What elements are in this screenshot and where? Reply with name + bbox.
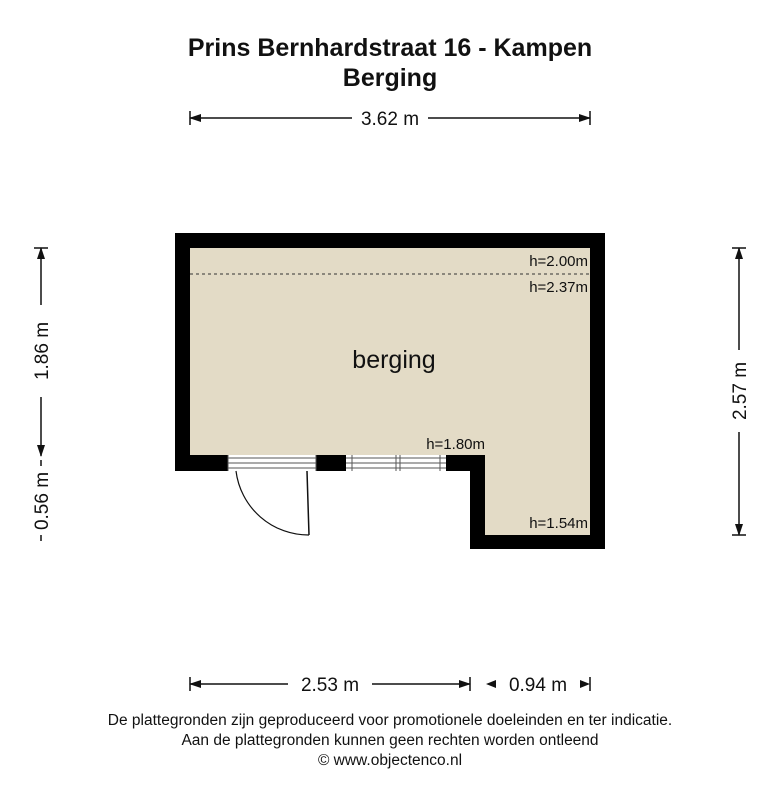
dimension-right-label: 2.57 m bbox=[730, 361, 751, 421]
height-label-top-b: h=2.37m bbox=[529, 279, 588, 296]
height-label-middle: h=1.80m bbox=[426, 436, 485, 453]
disclaimer-line-2: Aan de plattegronden kunnen geen rechten worden ontleend bbox=[181, 732, 599, 749]
dimension-top-width bbox=[190, 109, 590, 130]
dimension-left-upper-label: 1.86 m bbox=[32, 321, 53, 381]
window bbox=[346, 455, 446, 471]
dimension-bottom-left bbox=[190, 675, 470, 696]
height-label-top-a: h=2.00m bbox=[529, 253, 588, 270]
copyright-line: © www.objectenco.nl bbox=[317, 752, 463, 769]
dimension-left-upper bbox=[32, 248, 53, 456]
door bbox=[228, 455, 316, 535]
dimension-bottom-left-label: 2.53 m bbox=[300, 675, 360, 696]
disclaimer-line-1: De plattegronden zijn geproduceerd voor promotionele doeleinden en ter indicatie. bbox=[107, 712, 673, 729]
height-label-bottom: h=1.54m bbox=[529, 515, 588, 532]
dimension-right-height bbox=[730, 248, 751, 535]
dimension-left-lower bbox=[32, 460, 53, 541]
dimension-bottom-right bbox=[486, 675, 590, 696]
plan-title-floor: Berging bbox=[342, 64, 438, 92]
dimension-bottom-right-label: 0.94 m bbox=[508, 675, 568, 696]
room-name-label: berging bbox=[352, 346, 436, 374]
plan-title-address: Prins Bernhardstraat 16 - Kampen bbox=[187, 34, 593, 62]
dimension-left-lower-label: 0.56 m bbox=[32, 471, 53, 531]
dimension-top-label: 3.62 m bbox=[360, 109, 420, 130]
